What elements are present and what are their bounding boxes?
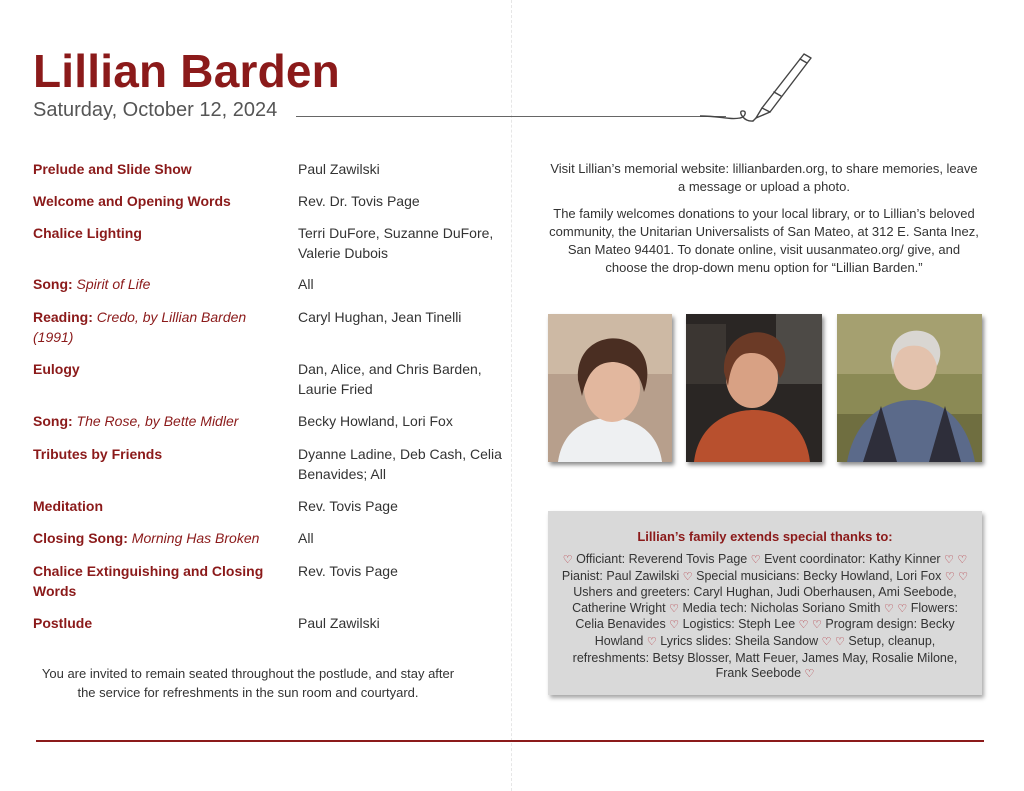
bottom-rule [36, 740, 984, 742]
donation-note: The family welcomes donations to your local library, or to Lillian’s beloved community, the Unitarian Universalists of San Mateo, at 312 E. Santa Inez, San Mateo 94401. To donate online, visit uusanmateo.org/ give, and choose the drop-down menu option for “Lillian Barden.” [549, 206, 979, 275]
heart-outline-icon: ♡ [944, 554, 954, 566]
program-item: Welcome and Opening Words [33, 193, 231, 209]
heart-outline-icon: ♡ [798, 619, 809, 632]
thanks-entry: Logistics: Steph Lee [682, 617, 796, 632]
program-performers: Caryl Hughan, Jean Tinelli [298, 309, 462, 325]
thanks-entry: Setup, cleanup, refreshments: Betsy Blosser, Matt Feuer, James May, Rosalie Milone, Frank Seebode [572, 633, 958, 681]
page-title: Lillian Barden [33, 45, 340, 97]
heart-outline-icon: ♡ [897, 602, 908, 615]
program-performers: Rev. Tovis Page [298, 563, 398, 579]
program-performers: Terri DuFore, Suzanne DuFore, Valerie Dubois [298, 225, 494, 261]
heart-outline-icon: ♡ [804, 668, 815, 681]
program-performers: All [298, 530, 314, 546]
program-item: Song: Spirit of Life [33, 276, 151, 292]
heart-outline-icon: ♡ [682, 570, 693, 583]
program-item: Reading: Credo, by Lillian Barden (1991) [33, 309, 247, 345]
program-item: Tributes by Friends [33, 446, 163, 462]
program-performers: Becky Howland, Lori Fox [298, 413, 453, 429]
thanks-entry: Event coordinator: Kathy Kinner [764, 552, 941, 566]
photo-portrait-young [548, 314, 672, 462]
program-work-title: Credo, by Lillian Barden (1991) [33, 309, 247, 345]
heart-outline-icon: ♡ [944, 570, 955, 583]
photo-portrait-smiling [686, 314, 822, 462]
program-item: Song: The Rose, by Bette Midler [33, 413, 239, 429]
thanks-entry: Special musicians: Becky Howland, Lori Fox [696, 568, 942, 583]
program-performers: Paul Zawilski [298, 161, 380, 177]
program-item: Closing Song: Morning Has Broken [33, 530, 260, 546]
program-item: Prelude and Slide Show [33, 161, 192, 177]
program-performers: Paul Zawilski [298, 615, 380, 631]
heart-outline-icon: ♡ [835, 635, 845, 648]
page-fold [511, 0, 512, 791]
heart-outline-icon: ♡ [646, 635, 657, 648]
heart-outline-icon: ♡ [957, 554, 968, 566]
website-note: Visit Lillian’s memorial website: lillianbarden.org, to share memories, leave a message or upload a photo. [550, 161, 978, 194]
program-item: Chalice Extinguishing and Closing Words [33, 563, 264, 599]
special-thanks-box [548, 511, 982, 695]
heart-outline-icon: ♡ [669, 619, 680, 632]
thanks-list [560, 552, 970, 683]
heart-outline-icon: ♡ [883, 602, 894, 615]
heart-outline-icon: ♡ [812, 619, 822, 632]
program-work-title: The Rose, by Bette Midler [76, 413, 239, 429]
program-performers: All [298, 276, 314, 292]
program-performers: Rev. Dr. Tovis Page [298, 193, 420, 209]
program-item: Meditation [33, 498, 103, 514]
program-work-title: Morning Has Broken [131, 530, 260, 546]
program-item: Postlude [33, 615, 93, 631]
program-performers: Dan, Alice, and Chris Barden, Laurie Fried [298, 361, 482, 397]
heart-outline-icon: ♡ [958, 570, 969, 583]
thanks-entry: Ushers and greeters: Caryl Hughan, Judi Oberhausen, Ami Seebode, Catherine Wright [572, 585, 957, 615]
closing-note: You are invited to remain seated throughout the postlude, and stay after the service for refreshments in the sun room and courtyard. [41, 666, 455, 700]
thanks-entry: Officiant: Reverend Tovis Page [576, 552, 748, 566]
thanks-entry: Media tech: Nicholas Soriano Smith [682, 600, 881, 615]
thanks-entry: Program design: Becky Howland [594, 617, 955, 648]
program-item: Eulogy [33, 361, 80, 377]
program-performers: Rev. Tovis Page [298, 498, 398, 514]
heart-outline-icon: ♡ [669, 602, 679, 615]
thanks-heading: Lillian’s family extends special thanks to: [637, 529, 893, 544]
fountain-pen-icon [700, 46, 830, 126]
program-performers: Dyanne Ladine, Deb Cash, Celia Benavides; All [298, 446, 502, 482]
photo-portrait-outdoors [837, 314, 982, 462]
thanks-entry: Pianist: Paul Zawilski [561, 568, 680, 583]
heart-outline-icon: ♡ [750, 554, 761, 566]
heart-outline-icon: ♡ [821, 635, 832, 648]
program-work-title: Spirit of Life [76, 276, 151, 292]
program-item: Chalice Lighting [33, 225, 142, 241]
thanks-entry: Flowers: Celia Benavides [575, 600, 958, 632]
thanks-entry: Lyrics slides: Sheila Sandow [660, 633, 819, 648]
service-date: Saturday, October 12, 2024 [33, 99, 278, 121]
heart-outline-icon: ♡ [562, 554, 573, 566]
signature-line [296, 116, 726, 117]
